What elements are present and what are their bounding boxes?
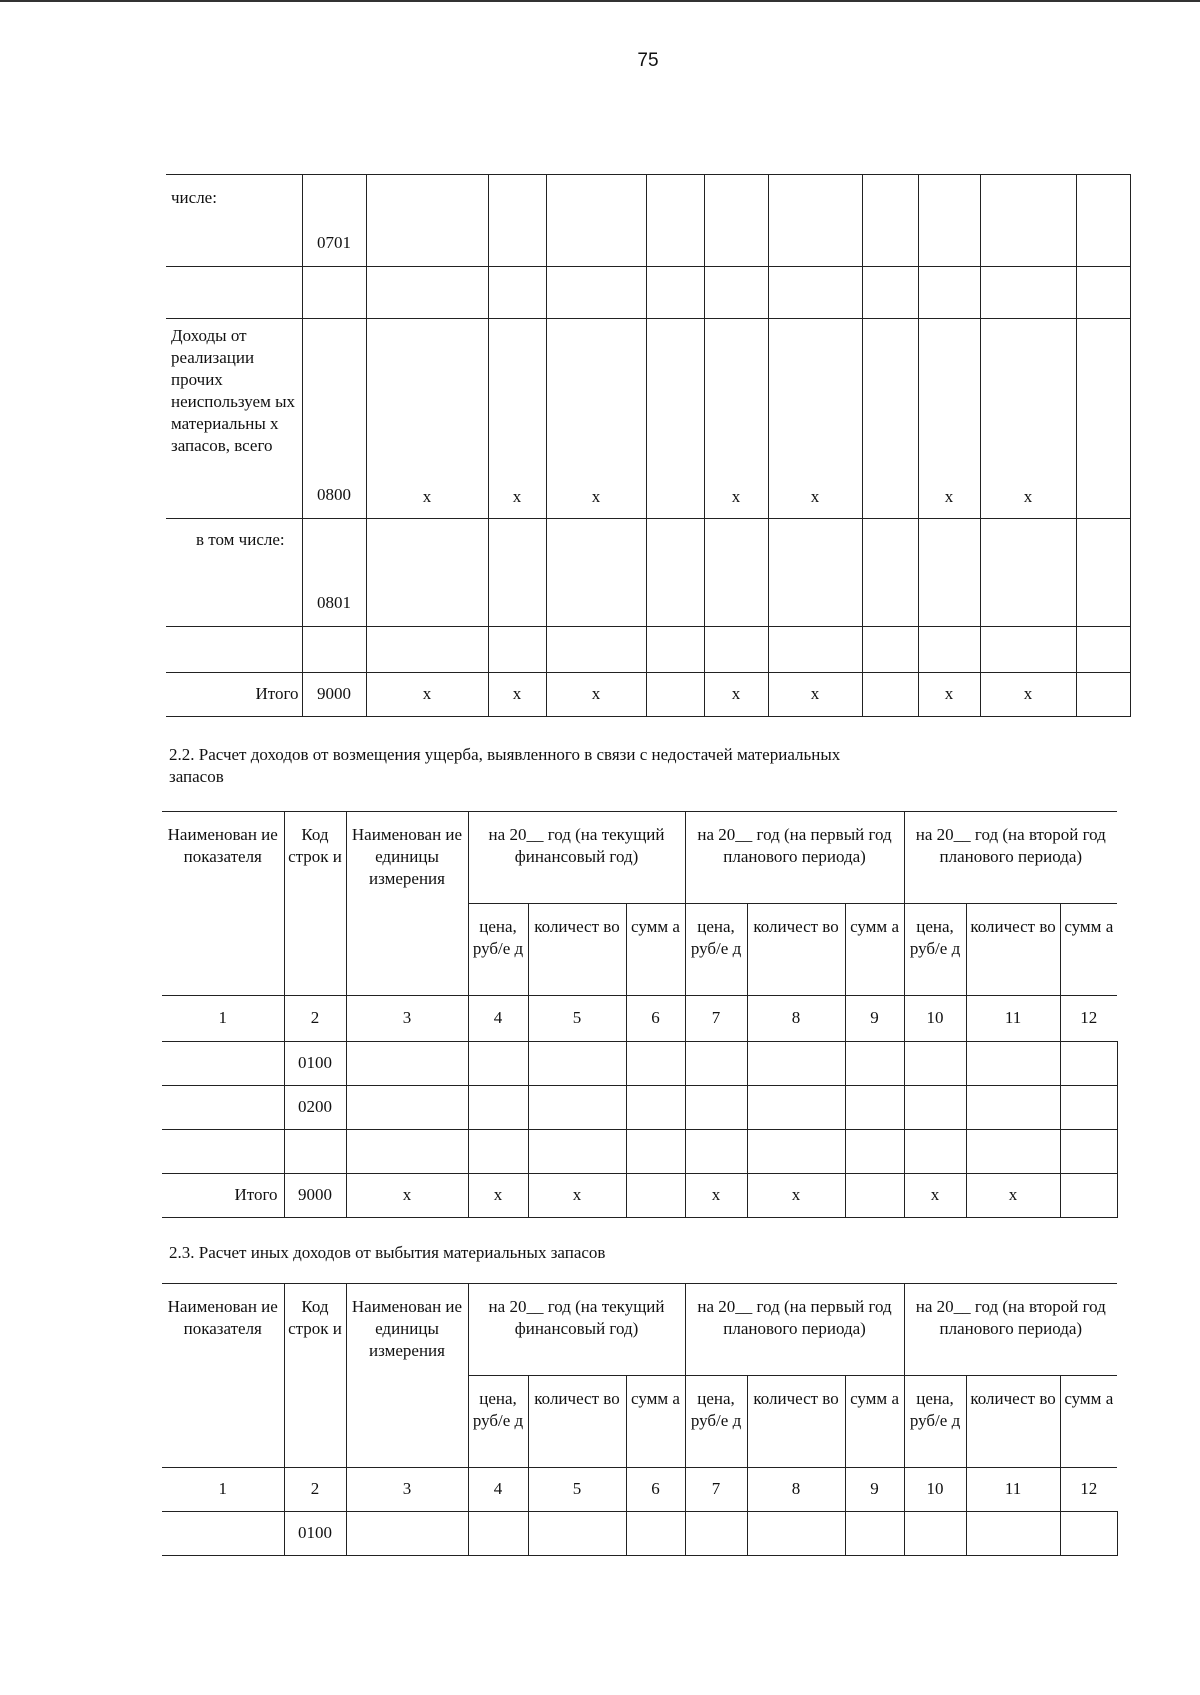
cell bbox=[1076, 319, 1130, 519]
header-row bbox=[162, 1284, 1117, 1376]
row-code: 0200 bbox=[284, 1086, 346, 1130]
table-row bbox=[162, 1042, 1117, 1086]
cell bbox=[626, 1174, 685, 1218]
cell bbox=[626, 1512, 685, 1556]
header-row bbox=[162, 812, 1117, 904]
col-number: 9 bbox=[845, 996, 904, 1042]
cell bbox=[966, 1086, 1060, 1130]
cell bbox=[366, 267, 488, 319]
cell bbox=[747, 1130, 845, 1174]
cell bbox=[546, 627, 646, 673]
cell bbox=[862, 627, 918, 673]
cell bbox=[704, 627, 768, 673]
col-number: 7 bbox=[685, 1468, 747, 1512]
col-number: 6 bbox=[626, 996, 685, 1042]
cell: x bbox=[918, 319, 980, 519]
subheader-sum: сумм а bbox=[626, 904, 685, 996]
column-numbers-row bbox=[162, 996, 1117, 1042]
cell bbox=[488, 519, 546, 627]
header-name: Наименован ие показателя bbox=[162, 1284, 284, 1468]
row-name bbox=[166, 267, 302, 319]
cell: x bbox=[768, 673, 862, 717]
row-name: числе: bbox=[166, 175, 302, 267]
cell bbox=[685, 1042, 747, 1086]
cell bbox=[366, 519, 488, 627]
cell bbox=[646, 319, 704, 519]
row-code: 0100 bbox=[284, 1042, 346, 1086]
cell bbox=[685, 1130, 747, 1174]
header-period-second: на 20__ год (на второй год планового периода) bbox=[904, 1284, 1117, 1376]
header-period-current: на 20__ год (на текущий финансовый год) bbox=[468, 1284, 685, 1376]
col-number: 2 bbox=[284, 1468, 346, 1512]
row-name: в том числе: bbox=[166, 519, 302, 627]
cell bbox=[1060, 1086, 1117, 1130]
subheader-price: цена, руб/е д bbox=[904, 904, 966, 996]
table-row bbox=[166, 627, 1130, 673]
cell bbox=[904, 1042, 966, 1086]
cell bbox=[862, 519, 918, 627]
cell bbox=[1076, 267, 1130, 319]
cell bbox=[468, 1042, 528, 1086]
row-code bbox=[302, 267, 366, 319]
subheader-price: цена, руб/е д bbox=[904, 1376, 966, 1468]
section-title-2-2: 2.2. Расчет доходов от возмещения ущерба, выявленного в связи с недостачей материальных запасов bbox=[169, 745, 841, 787]
table-2-3 bbox=[162, 1283, 1118, 1556]
cell bbox=[685, 1086, 747, 1130]
subheader-quantity: количест во bbox=[966, 1376, 1060, 1468]
header-unit: Наименован ие единицы измерения bbox=[346, 812, 468, 996]
col-number: 2 bbox=[284, 996, 346, 1042]
col-number: 11 bbox=[966, 996, 1060, 1042]
cell: x bbox=[704, 319, 768, 519]
cell: x bbox=[980, 319, 1076, 519]
column-numbers-row bbox=[162, 1468, 1117, 1512]
cell bbox=[646, 673, 704, 717]
cell bbox=[904, 1130, 966, 1174]
header-code: Код строк и bbox=[284, 1284, 346, 1468]
table-row bbox=[166, 175, 1130, 267]
cell bbox=[845, 1512, 904, 1556]
cell bbox=[980, 267, 1076, 319]
cell bbox=[546, 519, 646, 627]
total-label: Итого bbox=[162, 1174, 284, 1218]
row-code bbox=[284, 1130, 346, 1174]
subheader-price: цена, руб/е д bbox=[685, 1376, 747, 1468]
row-code bbox=[302, 627, 366, 673]
row-name: Доходы от реализации прочих неиспользуем ых материальны х запасов, всего bbox=[166, 319, 302, 519]
table-row bbox=[166, 519, 1130, 627]
cell bbox=[768, 267, 862, 319]
subheader-sum: сумм а bbox=[1060, 1376, 1117, 1468]
subheader-quantity: количест во bbox=[966, 904, 1060, 996]
subheader-price: цена, руб/е д bbox=[468, 1376, 528, 1468]
cell bbox=[966, 1042, 1060, 1086]
col-number: 12 bbox=[1060, 1468, 1117, 1512]
cell bbox=[845, 1086, 904, 1130]
row-name bbox=[166, 627, 302, 673]
cell bbox=[528, 1512, 626, 1556]
cell bbox=[646, 519, 704, 627]
cell bbox=[488, 627, 546, 673]
cell bbox=[980, 519, 1076, 627]
cell: x bbox=[468, 1174, 528, 1218]
subheader-quantity: количест во bbox=[747, 1376, 845, 1468]
cell bbox=[366, 627, 488, 673]
cell bbox=[626, 1130, 685, 1174]
cell: x bbox=[747, 1174, 845, 1218]
cell bbox=[704, 519, 768, 627]
cell bbox=[366, 175, 488, 267]
cell bbox=[862, 673, 918, 717]
row-code: 0100 bbox=[284, 1512, 346, 1556]
cell bbox=[980, 627, 1076, 673]
subheader-sum: сумм а bbox=[1060, 904, 1117, 996]
row-code: 0800 bbox=[302, 319, 366, 519]
col-number: 8 bbox=[747, 1468, 845, 1512]
cell bbox=[468, 1512, 528, 1556]
header-code: Код строк и bbox=[284, 812, 346, 996]
cell bbox=[904, 1086, 966, 1130]
cell bbox=[1060, 1512, 1117, 1556]
cell bbox=[528, 1086, 626, 1130]
cell: x bbox=[366, 673, 488, 717]
cell: x bbox=[918, 673, 980, 717]
cell bbox=[845, 1174, 904, 1218]
cell bbox=[768, 519, 862, 627]
total-code: 9000 bbox=[284, 1174, 346, 1218]
cell bbox=[488, 175, 546, 267]
cell: x bbox=[528, 1174, 626, 1218]
col-number: 9 bbox=[845, 1468, 904, 1512]
header-period-first: на 20__ год (на первый год планового периода) bbox=[685, 812, 904, 904]
subheader-price: цена, руб/е д bbox=[468, 904, 528, 996]
cell bbox=[768, 627, 862, 673]
cell bbox=[918, 175, 980, 267]
section-title-2-3: 2.3. Расчет иных доходов от выбытия материальных запасов bbox=[169, 1243, 606, 1262]
table-row bbox=[162, 1512, 1117, 1556]
cell bbox=[468, 1086, 528, 1130]
cell: x bbox=[546, 673, 646, 717]
table-row bbox=[166, 319, 1130, 519]
cell: x bbox=[546, 319, 646, 519]
cell: x bbox=[980, 673, 1076, 717]
cell bbox=[1076, 175, 1130, 267]
total-label: Итого bbox=[166, 673, 302, 717]
cell bbox=[528, 1130, 626, 1174]
cell: x bbox=[346, 1174, 468, 1218]
cell bbox=[488, 267, 546, 319]
page-top-border bbox=[0, 0, 1200, 2]
total-row bbox=[166, 673, 1130, 717]
col-number: 5 bbox=[528, 996, 626, 1042]
col-number: 5 bbox=[528, 1468, 626, 1512]
col-number: 3 bbox=[346, 996, 468, 1042]
cell bbox=[704, 267, 768, 319]
cell bbox=[468, 1130, 528, 1174]
page-number: 75 bbox=[637, 50, 659, 71]
table-row bbox=[166, 267, 1130, 319]
continuation-table bbox=[166, 174, 1131, 717]
cell bbox=[918, 267, 980, 319]
col-number: 7 bbox=[685, 996, 747, 1042]
col-number: 1 bbox=[162, 1468, 284, 1512]
cell bbox=[1060, 1174, 1117, 1218]
row-code: 0701 bbox=[302, 175, 366, 267]
cell bbox=[626, 1042, 685, 1086]
subheader-quantity: количест во bbox=[528, 904, 626, 996]
table-2-2 bbox=[162, 811, 1118, 1218]
cell bbox=[528, 1042, 626, 1086]
cell bbox=[685, 1512, 747, 1556]
row-name bbox=[162, 1086, 284, 1130]
cell: x bbox=[366, 319, 488, 519]
cell bbox=[346, 1042, 468, 1086]
subheader-quantity: количест во bbox=[528, 1376, 626, 1468]
header-unit: Наименован ие единицы измерения bbox=[346, 1284, 468, 1468]
cell: x bbox=[704, 673, 768, 717]
cell bbox=[768, 175, 862, 267]
cell bbox=[904, 1512, 966, 1556]
cell bbox=[1076, 627, 1130, 673]
table-row bbox=[162, 1130, 1117, 1174]
subheader-sum: сумм а bbox=[626, 1376, 685, 1468]
subheader-sum: сумм а bbox=[845, 904, 904, 996]
header-period-second: на 20__ год (на второй год планового периода) bbox=[904, 812, 1117, 904]
header-period-first: на 20__ год (на первый год планового периода) bbox=[685, 1284, 904, 1376]
cell bbox=[626, 1086, 685, 1130]
cell bbox=[845, 1130, 904, 1174]
cell bbox=[862, 267, 918, 319]
cell bbox=[646, 627, 704, 673]
col-number: 10 bbox=[904, 996, 966, 1042]
cell bbox=[980, 175, 1076, 267]
cell bbox=[747, 1042, 845, 1086]
total-row bbox=[162, 1174, 1117, 1218]
row-name bbox=[162, 1130, 284, 1174]
total-code: 9000 bbox=[302, 673, 366, 717]
header-name: Наименован ие показателя bbox=[162, 812, 284, 996]
col-number: 10 bbox=[904, 1468, 966, 1512]
cell: x bbox=[488, 673, 546, 717]
cell bbox=[966, 1512, 1060, 1556]
cell bbox=[918, 519, 980, 627]
cell bbox=[862, 175, 918, 267]
col-number: 4 bbox=[468, 1468, 528, 1512]
cell bbox=[845, 1042, 904, 1086]
cell bbox=[1076, 519, 1130, 627]
col-number: 8 bbox=[747, 996, 845, 1042]
cell bbox=[747, 1512, 845, 1556]
cell bbox=[346, 1086, 468, 1130]
row-name bbox=[162, 1042, 284, 1086]
cell bbox=[966, 1130, 1060, 1174]
col-number: 3 bbox=[346, 1468, 468, 1512]
cell bbox=[346, 1512, 468, 1556]
cell: x bbox=[488, 319, 546, 519]
row-code: 0801 bbox=[302, 519, 366, 627]
subheader-price: цена, руб/е д bbox=[685, 904, 747, 996]
row-name bbox=[162, 1512, 284, 1556]
cell bbox=[1060, 1130, 1117, 1174]
cell bbox=[747, 1086, 845, 1130]
cell: x bbox=[904, 1174, 966, 1218]
col-number: 6 bbox=[626, 1468, 685, 1512]
cell bbox=[704, 175, 768, 267]
subheader-quantity: количест во bbox=[747, 904, 845, 996]
cell bbox=[546, 267, 646, 319]
cell: x bbox=[966, 1174, 1060, 1218]
cell bbox=[1060, 1042, 1117, 1086]
cell bbox=[546, 175, 646, 267]
cell bbox=[1076, 673, 1130, 717]
col-number: 11 bbox=[966, 1468, 1060, 1512]
subheader-sum: сумм а bbox=[845, 1376, 904, 1468]
cell bbox=[346, 1130, 468, 1174]
cell: x bbox=[685, 1174, 747, 1218]
cell bbox=[646, 175, 704, 267]
cell bbox=[918, 627, 980, 673]
cell bbox=[862, 319, 918, 519]
cell: x bbox=[768, 319, 862, 519]
table-row bbox=[162, 1086, 1117, 1130]
col-number: 12 bbox=[1060, 996, 1117, 1042]
header-period-current: на 20__ год (на текущий финансовый год) bbox=[468, 812, 685, 904]
col-number: 4 bbox=[468, 996, 528, 1042]
col-number: 1 bbox=[162, 996, 284, 1042]
cell bbox=[646, 267, 704, 319]
